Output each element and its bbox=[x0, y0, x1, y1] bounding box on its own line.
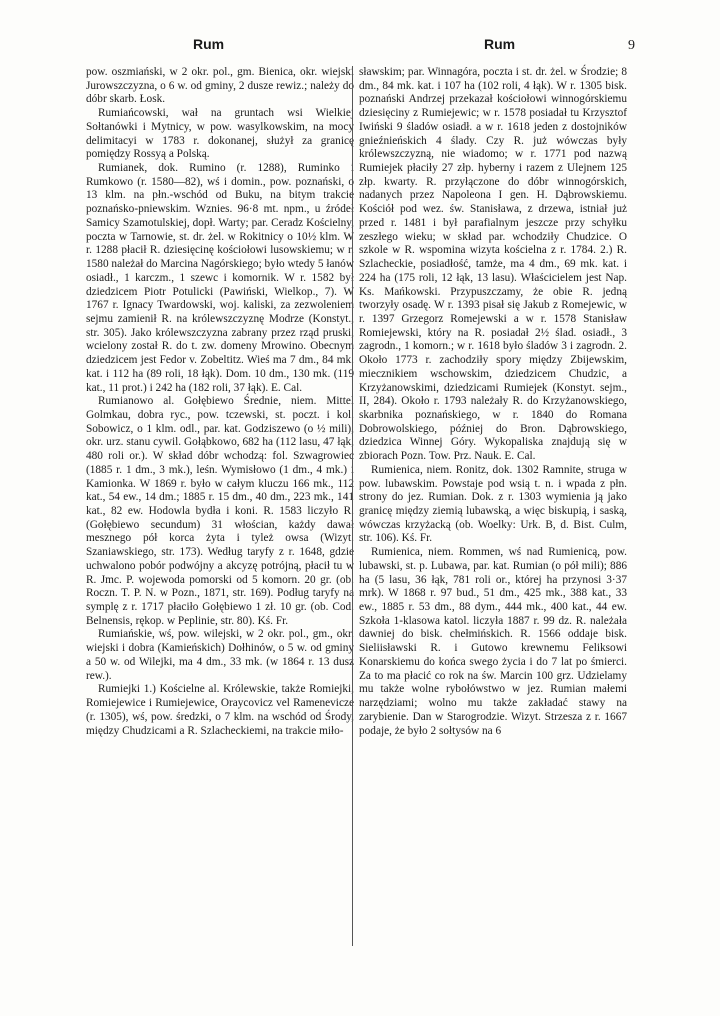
entry-rumienica-village: Rumienica, niem. Rommen, wś nad Rumienicą, pow. lubawski, st. p. Lubawa, par. kat. Rumian (o pół mili); 886 ha (5 lasu, 36 łąk, 781 roli or., której ha przynosi 3·37 mrk). W 1868 r. 97 bud., 51 dm., 425 mk., 388 kat., 33 ew., 1885 r. 53 dm., 88 dym., 444 mk., 400 kat., 44 ew. Szkoła 1-klasowa katol. liczyła 1887 r. 99 dz. R. należała dawniej do bisk. chełmińskich. R. 1566 oddaje bisk. Sieliisławski R. i Gutowo krewnemu Feliksowi Konarskiemu do końca swego życia i do 7 lat po śmierci. Za to ma płacić co rok na św. Marcin 100 grz. Udzielamy mu także wolne rybołówstwo w jez. Rumian małemi narzędziami; wolno mu także zakładać stawy na zarybienie. Dan w Starogrodzie. Wizyt. Strzesza z r. 1667 podaje, że było 2 sołtysów na 6 bbox=[359, 546, 627, 737]
entry-rumiancowski: Rumiańcowski, wał na gruntach wsi Wielkiej Sołtanówki i Mytnicy, w pow. wasylkowskim, na mocy delimitacyi w 1783 r. dokonanej, służył za granicę pomiędzy Rossyą a Polską. bbox=[86, 107, 354, 161]
header-right-word: Rum bbox=[484, 36, 516, 52]
entry-rumiejki-continuation: sławskim; par. Winnagóra, poczta i st. dr. żel. w Środzie; 8 dm., 84 mk. kat. i 107 ha (102 roli, 4 łąk). W r. 1305 bisk. poznański Andrzej przekazał kościołowi winnogórskiemu dziesięciny z Rumiejewic; w r. 1578 posiadał tu Krzysztof Iwiński 9 śladów osiadł. a w r. 1618 jeden z dostojników gnieźnieńskich 4 ślady. Czy R. już wówczas były królewszczyzną, nie wiadomo; w r. 1771 pod nazwą Rumiejek płaciły 27 złp. hyberny i razem z Ulejnem 125 złp. kwarty. R. przyłączone do dóbr winnogórskich, nadanych przez Napoleona I gen. H. Dąbrowskiemu. Kościół pod wez. św. Stanisława, z drzewa, istniał już przed r. 1481 i był parafialnym jeszcze przy schyłku zeszłego wieku; w skład par. wchodziły Chudzice. O szkole w R. wspomina wizyta kościelna z r. 1784. 2.) R. Szlacheckie, posiadłość, tamże, ma 4 dm., 69 mk. kat. i 224 ha (175 roli, 12 łąk, 13 lasu). Właścicielem jest Nap. Ks. Mańkowski. Przypuszczamy, że obie R. jedną tworzyły osadę. W r. 1393 pisał się Jakub z Romejewic, w r. 1397 Grzegorz Romejewski a w r. 1578 Stanisław Romiejewski, który na R. posiadał 2½ ślad. osiadł., 3 zagrodn., 1 komorn.; w r. 1618 było śladów 3 i zagrodn. 2. Około 1773 r. zachodziły spory między Zbijewskim, miecznikiem wschowskim, dziedzicem Chudzic, a Krzyżanowskimi, dziedzicami Rumiejek (Konstyt. sejm., II, 284). Około r. 1793 należały R. do Krzyżanowskiego, skarbnika poznańskiego, w r. 1840 do Romana Dobrowolskiego, później do Bron. Dąbrowskiego, dziedzica Winnej Góry. Wykopaliska znajdują się w zbiorach Pozn. Tow. Prz. Nauk. E. Cal. bbox=[359, 66, 627, 463]
right-column bbox=[359, 66, 627, 738]
page-number: 9 bbox=[628, 38, 635, 53]
entry-rumianek: Rumianek, dok. Rumino (r. 1288), Ruminko i Rumkowo (r. 1580—82), wś i domin., pow. poznański, o 13 klm. na płn.-wschód od Buku, na bitym trakcie poznańsko-pniewskim. Wznies. 96·8 mt. npm., u źródeł Samicy Szamotulskiej, dopł. Warty; par. Ceradz Kościelny, poczta w Tarnowie, st. dr. żel. w Rokitnicy o 10½ klm. W r. 1288 płacił R. dziesięcinę kościołowi lusowskiemu; w r. 1580 należał do Marcina Nagórskiego; było wtedy 5 łanów osiadł., 1 karczm., 1 szewc i komornik. W r. 1582 był dziedzicem Piotr Potulicki (Pawiński, Wielkop., 7). W 1767 r. Ignacy Twardowski, woj. kaliski, za zezwoleniem sejmu zamienił R. na królewszczyznę Modrze (Konstyt., str. 305). Jako królewszczyzna zabrany przez rząd pruski, wcielony został R. do t. zw. domeny Mrowino. Obecnym dziedzicem jest Fedor v. Zobeltitz. Wieś ma 7 dm., 84 mk. kat. i 112 ha (89 roli, 18 łąk). Dom. 10 dm., 130 mk. (119 kat., 11 prot.) i 242 ha (182 roli, 37 łąk). E. Cal. bbox=[86, 162, 354, 394]
left-column bbox=[86, 66, 354, 738]
column-divider bbox=[352, 66, 353, 946]
entry-continuation: pow. oszmiański, w 2 okr. pol., gm. Bienica, okr. wiejski Jurowszczyzna, o 6 w. od gminy, 2 dusze rewiz.; należy do dóbr skarb. Łosk. bbox=[86, 66, 354, 106]
entry-rumianowo: Rumianowo al. Gołębiewo Średnie, niem. Mittel Golmkau, dobra ryc., pow. tczewski, st. poczt. i kol. Sobowicz, o 1 klm. odl., par. kat. Godziszewo (o ½ mili), okr. urz. stanu cywil. Gołąbkowo, 682 ha (112 lasu, 47 łąk, 480 roli or.). W skład dóbr wchodzą: fol. Szwagrowiec (1885 r. 1 dm., 3 mk.), leśn. Wymisłowo (1 dm., 4 mk.) i Kamionka. W 1869 r. było w całym kluczu 166 mk., 112 kat., 54 ew., 14 dm.; 1885 r. 15 dm., 40 dm., 223 mk., 141 kat., 82 ew. Hodowla bydła i koni. R. 1583 liczyło R. (Gołębiewo secundum) 31 włościan, każdy dawał mesznego pół korca żyta i tyleż owsa (Wizyt. Szaniawskiego, str. 173). Według taryfy z r. 1648, gdzie uchwalono pobór podwójny a akcyzę potrójną, płacił tu w R. Jmc. P. wojewoda pomorski od 5 komorn. 20 gr. (ob. Roczn. T. P. N. w Pozn., 1871, str. 169). Podług taryfy na symplę z r. 1717 płaciło Gołębiewo 1 zł. 10 gr. (ob. Cod. Belnensis, rękop. w Peplinie, str. 80). Kś. Fr. bbox=[86, 395, 354, 627]
header-left-word: Rum bbox=[193, 36, 225, 52]
entry-rumianskie: Rumiańskie, wś, pow. wilejski, w 2 okr. pol., gm., okr. wiejski i dobra (Kamieńskich) Dołhinów, o 5 w. od gminy a 50 w. od Wilejki, ma 4 dm., 33 mk. (w 1864 r. 13 dusz rew.). bbox=[86, 628, 354, 682]
entry-rumienica-stream: Rumienica, niem. Ronitz, dok. 1302 Ramnite, struga w pow. lubawskim. Powstaje pod wsią t. n. i wpada z płn. strony do jez. Rumian. Dok. z r. 1303 wymienia ją jako granicę między ziemią lubawską, a więc biskupią, i saską, wówczas krzyżacką (ob. Woelky: Urk. B, d. Bist. Culm, str. 106). Kś. Fr. bbox=[359, 463, 627, 545]
running-header bbox=[0, 36, 720, 56]
entry-rumiejki: Rumiejki 1.) Kościelne al. Królewskie, także Romiejki, Romiejewice i Rumiejewice, Oraycovicz vel Ramenevicze (r. 1305), wś, pow. średzki, o 7 klm. na wschód od Środy, między Chudzicami a R. Szlacheckiemi, na trakcie miło- bbox=[86, 683, 354, 737]
